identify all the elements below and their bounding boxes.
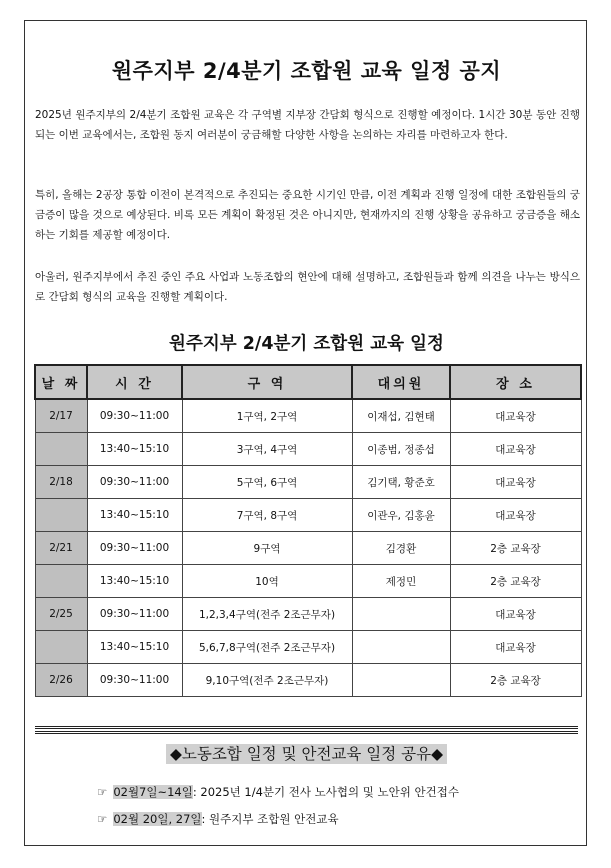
date-cell [35, 631, 87, 664]
time-cell: 09:30~11:00 [87, 598, 182, 631]
agenda-paragraph: 아울러, 원주지부에서 추진 중인 주요 사업과 노동조합의 현안에 대해 설명하고, 조합원들과 함께 의견을 나누는 방식으로 간담회 형식의 교육을 진행할 계획이다. [35, 271, 580, 303]
notice-item-text: : 원주지부 조합원 안전교육 [201, 812, 339, 826]
place-cell: 2층 교육장 [450, 532, 581, 565]
place-cell: 대교육장 [450, 433, 581, 466]
table-row [35, 399, 581, 433]
zone-cell: 1구역, 2구역 [182, 399, 352, 433]
date-cell [35, 499, 87, 532]
table-row [35, 532, 581, 565]
time-cell: 09:30~11:00 [87, 664, 182, 697]
intro-paragraph: 2025년 원주지부의 2/4분기 조합원 교육은 각 구역별 지부장 간담회 형식으로 진행할 예정이다. 1시간 30분 동안 진행되는 이번 교육에서는, 조합원 동지 여러분이 궁금해할 다양한 사항을 논의하는 자리를 마련하고자 한다. [35, 109, 580, 141]
zone-cell: 9구역 [182, 532, 352, 565]
time-cell: 09:30~11:00 [87, 466, 182, 499]
zone-cell: 5,6,7,8구역(전주 2조근무자) [182, 631, 352, 664]
time-cell: 13:40~15:10 [87, 565, 182, 598]
place-cell: 대교육장 [450, 499, 581, 532]
notice-item-date: 02월 20일, 27일 [113, 812, 202, 826]
header-place: 장 소 [450, 365, 581, 399]
notice-title-text: ◆노동조합 일정 및 안전교육 일정 공유◆ [166, 744, 447, 764]
notice-title [25, 742, 588, 764]
zone-cell: 3구역, 4구역 [182, 433, 352, 466]
date-cell: 2/21 [35, 532, 87, 565]
document-title: 원주지부 2/4분기 조합원 교육 일정 공지 [111, 59, 502, 83]
place-cell: 2층 교육장 [450, 664, 581, 697]
pointing-hand-icon: ☞ [97, 785, 108, 799]
zone-cell: 5구역, 6구역 [182, 466, 352, 499]
delegate-cell [352, 631, 450, 664]
table-row [35, 433, 581, 466]
zone-cell: 9,10구역(전주 2조근무자) [182, 664, 352, 697]
table-row [35, 631, 581, 664]
date-cell [35, 433, 87, 466]
date-cell: 2/17 [35, 399, 87, 433]
date-cell: 2/18 [35, 466, 87, 499]
place-cell: 대교육장 [450, 399, 581, 433]
notice-item [97, 811, 339, 827]
header-zone: 구 역 [182, 365, 352, 399]
time-cell: 09:30~11:00 [87, 532, 182, 565]
relocation-paragraph: 특히, 올해는 2공장 통합 이전이 본격적으로 추진되는 중요한 시기인 만큼, 이전 계획과 진행 일정에 대한 조합원들의 궁금증이 많을 것으로 예상된다. 비록 모든 계획이 확정된 것은 아니지만, 현재까지의 진행 상황을 공유하고 궁금증을 해소하는 기회를 제공할 예정이다. [35, 189, 580, 241]
delegate-cell: 김경환 [352, 532, 450, 565]
notice-item-date: 02월7일~14일 [113, 785, 193, 799]
delegate-cell: 김기택, 황준호 [352, 466, 450, 499]
schedule-title: 원주지부 2/4분기 조합원 교육 일정 [169, 334, 444, 354]
date-cell: 2/26 [35, 664, 87, 697]
time-cell: 13:40~15:10 [87, 499, 182, 532]
delegate-cell [352, 664, 450, 697]
delegate-cell: 제정민 [352, 565, 450, 598]
delegate-cell: 이관우, 김홍윤 [352, 499, 450, 532]
notice-item [97, 784, 459, 800]
place-cell: 2층 교육장 [450, 565, 581, 598]
table-row [35, 598, 581, 631]
notice-document [24, 20, 587, 846]
time-cell: 13:40~15:10 [87, 433, 182, 466]
zone-cell: 10역 [182, 565, 352, 598]
double-divider [35, 726, 578, 734]
header-time: 시 간 [87, 365, 182, 399]
zone-cell: 1,2,3,4구역(전주 2조근무자) [182, 598, 352, 631]
notice-item-text: : 2025년 1/4분기 전사 노사협의 및 노안위 안건접수 [192, 785, 459, 799]
header-date: 날 짜 [35, 365, 87, 399]
time-cell: 09:30~11:00 [87, 399, 182, 433]
delegate-cell [352, 598, 450, 631]
delegate-cell: 이종범, 정종섭 [352, 433, 450, 466]
header-delegate: 대의원 [352, 365, 450, 399]
schedule-header-row [35, 365, 581, 399]
delegate-cell: 이재섭, 김현태 [352, 399, 450, 433]
pointing-hand-icon: ☞ [97, 812, 108, 826]
table-row [35, 664, 581, 697]
place-cell: 대교육장 [450, 598, 581, 631]
table-row [35, 499, 581, 532]
time-cell: 13:40~15:10 [87, 631, 182, 664]
zone-cell: 7구역, 8구역 [182, 499, 352, 532]
schedule-table [34, 364, 582, 697]
place-cell: 대교육장 [450, 466, 581, 499]
place-cell: 대교육장 [450, 631, 581, 664]
table-row [35, 565, 581, 598]
date-cell: 2/25 [35, 598, 87, 631]
date-cell [35, 565, 87, 598]
table-row [35, 466, 581, 499]
